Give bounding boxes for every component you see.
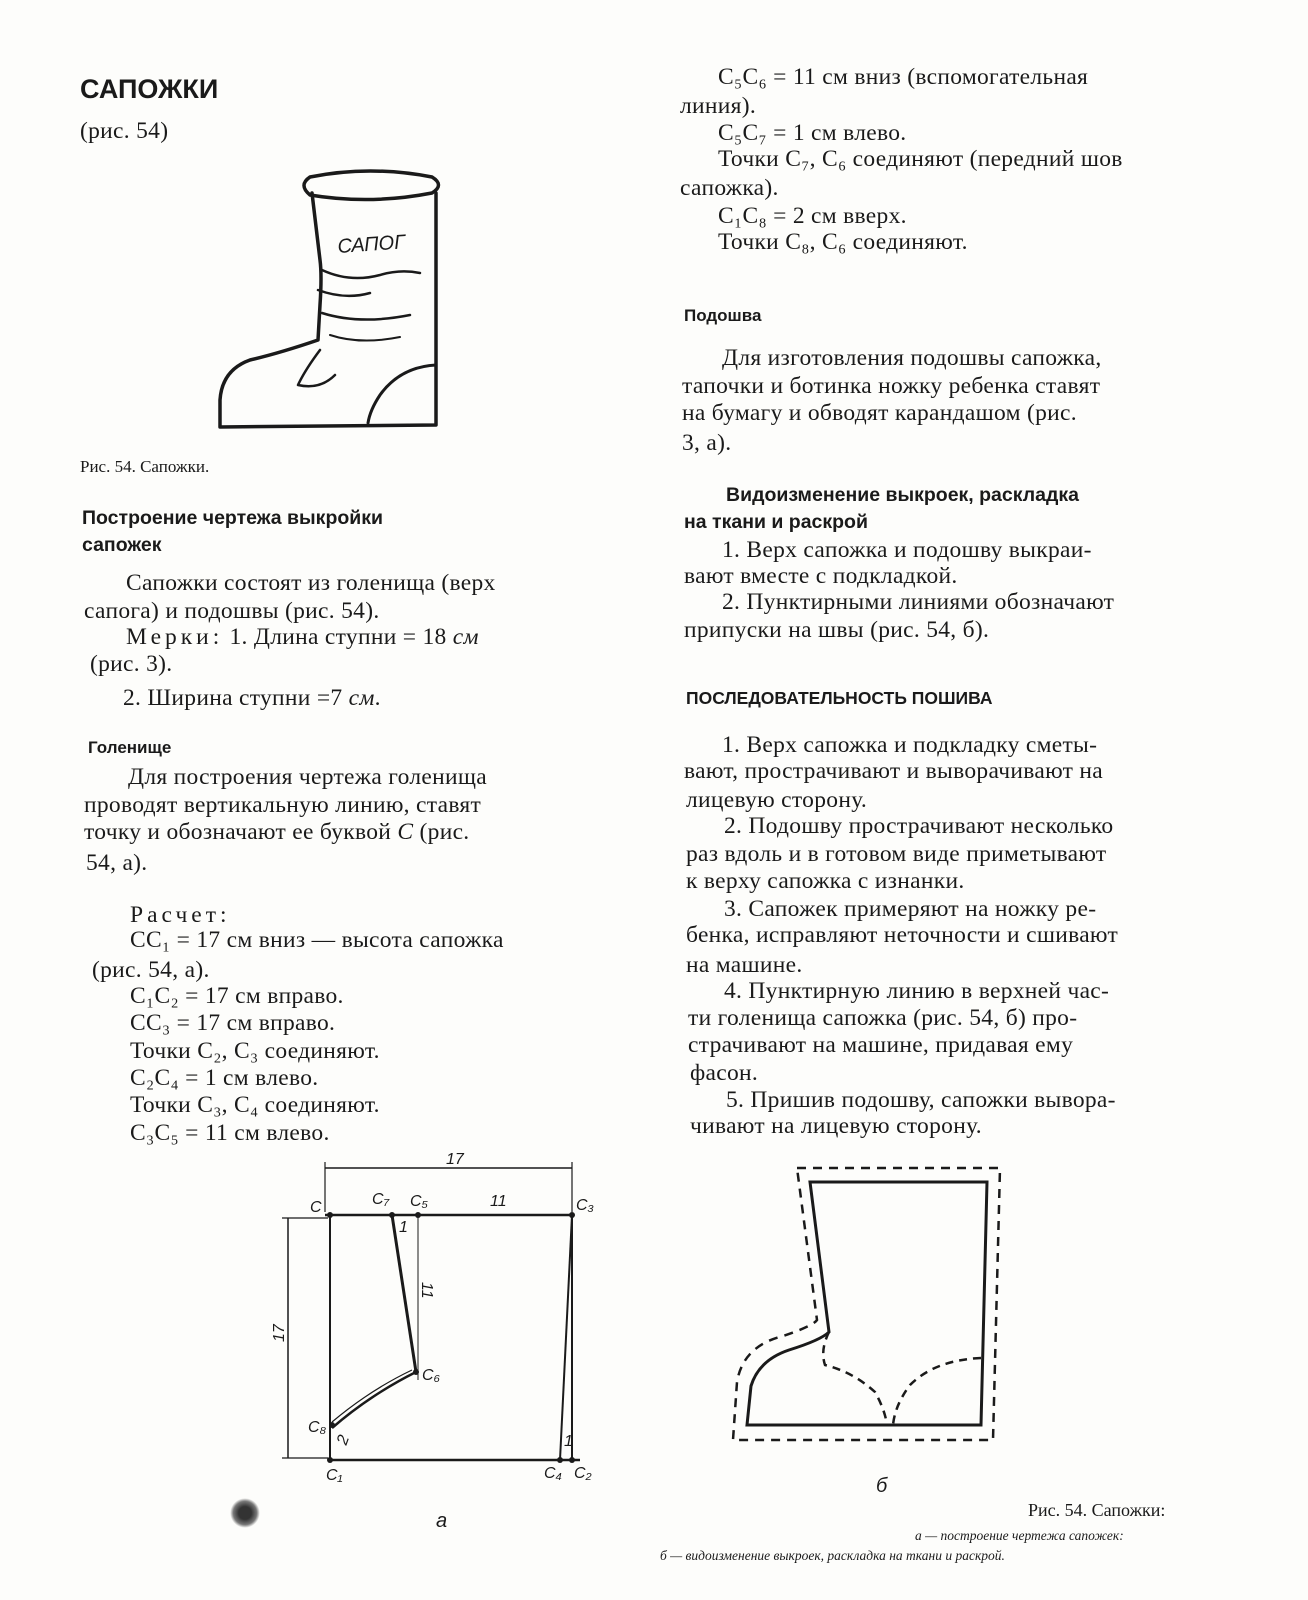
figure-caption-b: б — видоизменение выкроек, раскладка на ткани и раскрой.: [660, 1548, 1005, 1563]
pattern-layout-b: [725, 1160, 1015, 1450]
calc-line: (рис. 54, а).: [92, 957, 210, 983]
dim-top: 17: [446, 1151, 464, 1168]
pattern-drawing-a: [270, 1150, 610, 1510]
boot-illustration: [210, 165, 450, 440]
point-label: C₁: [326, 1467, 343, 1484]
section-heading-construction: Построение чертежа выкройки сапожек: [82, 507, 384, 556]
boot-label: САПОГ: [336, 231, 406, 258]
sequence-line: ти голенища сапожка (рис. 54, б) про-: [688, 1005, 1078, 1031]
golen-line-2: проводят вертикальную линию, ставят: [84, 792, 482, 818]
sequence-line: страчивают на машине, придавая ему: [688, 1032, 1074, 1058]
dim-segment: 11: [490, 1193, 507, 1210]
intro-line-2: сапога) и подошвы (рис. 54).: [84, 598, 380, 624]
modification-heading: Видоизменение выкроек, раскладка на ткани и раскрой: [684, 484, 1079, 533]
modification-line: вают вместе с подкладкой.: [684, 563, 958, 589]
calc-continued: C₅C₇ = 1 см влево.: [718, 120, 907, 146]
calc-continued: Точки C₇, C₆ соединяют (передний шов: [718, 146, 1123, 172]
sequence-line: чивают на лицевую сторону.: [690, 1113, 982, 1139]
calc-continued: линия).: [680, 93, 757, 119]
sequence-line: раз вдоль и в готовом виде приметывают: [686, 841, 1107, 867]
ink-blot: [230, 1498, 260, 1528]
calc-continued: сапожка).: [680, 175, 779, 201]
point-label: C: [310, 1199, 322, 1216]
point-label: C₃: [576, 1197, 594, 1214]
measurement-2: 2. Ширина ступни =7 см.: [123, 685, 381, 711]
mark-front-seam: 1: [399, 1219, 408, 1236]
sequence-line: вают, прострачивают и выворачивают на: [684, 758, 1103, 784]
page-title: САПОЖКИ: [80, 74, 219, 104]
measurement-1-ref: (рис. 3).: [90, 651, 173, 677]
golen-heading: Голенище: [88, 738, 172, 757]
figure-caption-a: а — построение чертежа сапожек:: [915, 1528, 1124, 1543]
calc-heading: Расчет:: [130, 902, 231, 928]
sequence-line: 5. Пришив подошву, сапожки вывора-: [726, 1087, 1116, 1113]
sequence-line: к верху сапожка с изнанки.: [686, 868, 965, 894]
sequence-line: 3. Сапожек примеряют на ножку ре-: [724, 896, 1097, 922]
calc-line: Точки C₂, C₃ соединяют.: [130, 1038, 380, 1064]
sequence-line: 4. Пунктирную линию в верхней час-: [724, 978, 1110, 1004]
modification-line: 2. Пунктирными линиями обозначают: [722, 589, 1115, 615]
calc-line: C₁C₂ = 17 см вправо.: [130, 983, 344, 1009]
calc-continued: C₁C₈ = 2 см вверх.: [718, 203, 907, 229]
golen-line-3: точку и обозначают ее буквой С (рис.: [84, 819, 470, 845]
sequence-line: лицевую сторону.: [686, 787, 868, 813]
mark-c8: 2: [334, 1432, 354, 1448]
point-label: C₆: [422, 1367, 440, 1384]
mark-c4: 1: [564, 1433, 573, 1450]
podoshva-line: Для изготовления подошвы сапожка,: [722, 345, 1102, 371]
modification-line: 1. Верх сапожка и подошву выкраи-: [722, 537, 1092, 563]
sequence-line: 1. Верх сапожка и подкладку сметы-: [722, 732, 1098, 758]
sequence-line: бенка, исправляют неточности и сшивают: [686, 922, 1119, 948]
podoshva-heading: Подошва: [684, 306, 762, 325]
calc-line: C₃C₅ = 11 см влево.: [130, 1120, 330, 1146]
calc-line: Точки C₃, C₄ соединяют.: [130, 1092, 380, 1118]
intro-line-1: Сапожки состоят из голенища (верх: [126, 570, 496, 596]
sequence-heading: ПОСЛЕДОВАТЕЛЬНОСТЬ ПОШИВА: [686, 688, 993, 708]
sequence-line: 2. Подошву прострачивают несколько: [724, 813, 1114, 839]
point-label: C₈: [308, 1419, 327, 1436]
golen-line-4: 54, а).: [86, 850, 148, 876]
sequence-line: фасон.: [690, 1060, 759, 1086]
golen-line-1: Для построения чертежа голенища: [128, 764, 487, 790]
podoshva-line: тапочки и ботинка ножку ребенка ставят: [682, 373, 1101, 399]
calc-continued: C₅C₆ = 11 см вниз (вспомогательная: [718, 64, 1089, 90]
calc-line: CC₃ = 17 см вправо.: [130, 1010, 336, 1036]
dim-side: 17: [271, 1324, 288, 1342]
figure-caption-title: Рис. 54. Сапожки:: [1028, 1500, 1166, 1520]
calc-line: CC₁ = 17 см вниз — высота сапожка: [130, 927, 504, 953]
mark-aux-line: 11: [418, 1282, 435, 1299]
measurement-1: Мерки: 1. Длина ступни = 18 см: [126, 624, 479, 650]
calc-line: C₂C₄ = 1 см влево.: [130, 1065, 319, 1091]
sequence-line: на машине.: [686, 952, 803, 978]
panel-letter-a-text: а: [436, 1510, 448, 1532]
panel-letter-b: б: [876, 1475, 888, 1497]
point-label: C₄: [544, 1465, 562, 1482]
point-label: C₅: [410, 1193, 428, 1210]
point-label: C₇: [372, 1191, 390, 1208]
point-label: C₂: [574, 1465, 592, 1482]
boot-caption: Рис. 54. Сапожки.: [80, 457, 210, 476]
podoshva-line: на бумагу и обводят карандашом (рис.: [682, 400, 1077, 426]
calc-continued: Точки C₈, C₆ соединяют.: [718, 229, 968, 255]
modification-line: припуски на швы (рис. 54, б).: [684, 617, 990, 643]
podoshva-line: 3, а).: [682, 430, 732, 456]
figure-reference: (рис. 54): [80, 118, 169, 144]
